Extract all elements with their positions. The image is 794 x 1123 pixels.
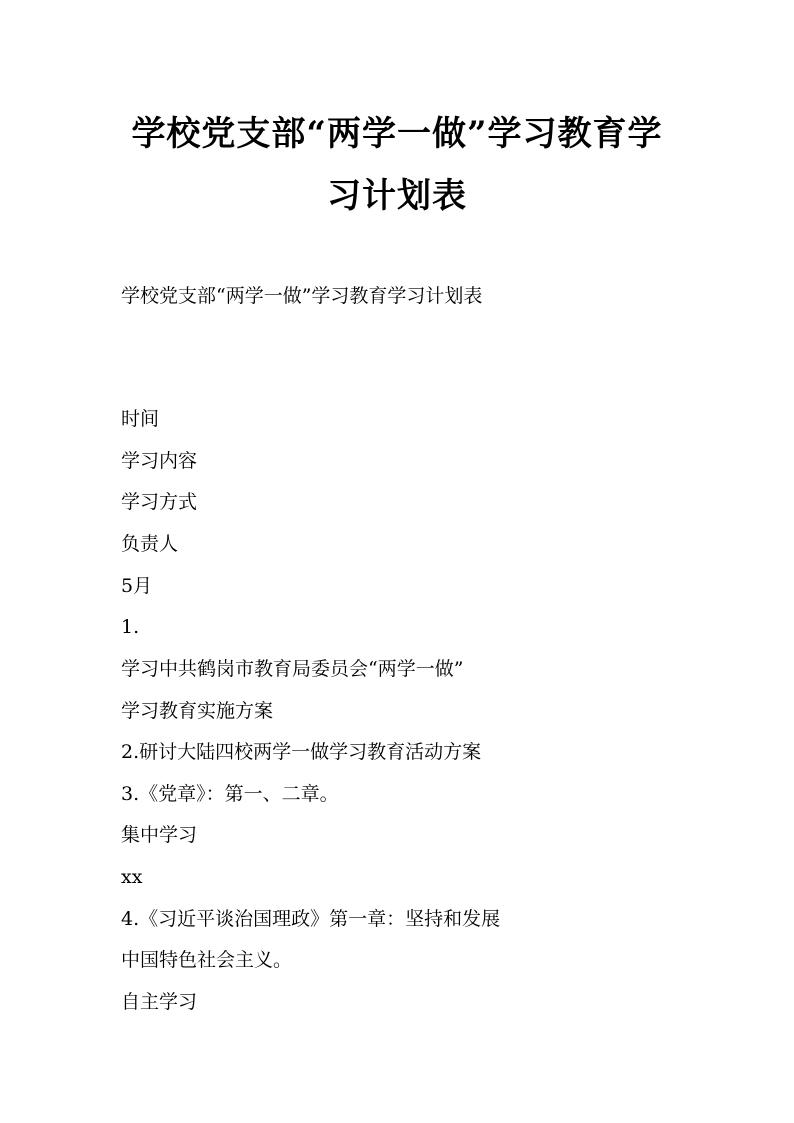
- paragraph-study-method: 学习方式: [121, 491, 198, 513]
- paragraph-method-collective: 集中学习: [121, 824, 198, 846]
- paragraph-item-4: 4.《习近平谈治国理政》第一章：坚持和发展: [121, 908, 501, 930]
- paragraph-item-3: 3.《党章》：第一、二章。: [121, 783, 339, 805]
- paragraph-month: 5月: [121, 575, 153, 597]
- paragraph-item-1-number: 1.: [121, 616, 140, 638]
- paragraph-time: 时间: [121, 408, 160, 430]
- paragraph-method-self-study: 自主学习: [121, 991, 198, 1013]
- paragraph-item-1-text: 学习中共鹤岗市教育局委员会“两学一做”: [121, 658, 464, 680]
- document-title-line-1: 学校党支部“两学一做”学习教育学: [131, 114, 663, 154]
- paragraph-study-content: 学习内容: [121, 450, 198, 472]
- paragraph-responsible-xx: xx: [121, 866, 143, 888]
- paragraph-item-2: 2.研讨大陆四校两学一做学习教育活动方案: [121, 741, 482, 763]
- paragraph-item-4-continued: 中国特色社会主义。: [121, 949, 293, 971]
- document-title-line-2: 习计划表: [327, 176, 467, 216]
- paragraph-responsible-person: 负责人: [121, 533, 179, 555]
- paragraph-item-1-continued: 学习教育实施方案: [121, 700, 274, 722]
- document-subtitle: 学校党支部“两学一做”学习教育学习计划表: [121, 285, 483, 307]
